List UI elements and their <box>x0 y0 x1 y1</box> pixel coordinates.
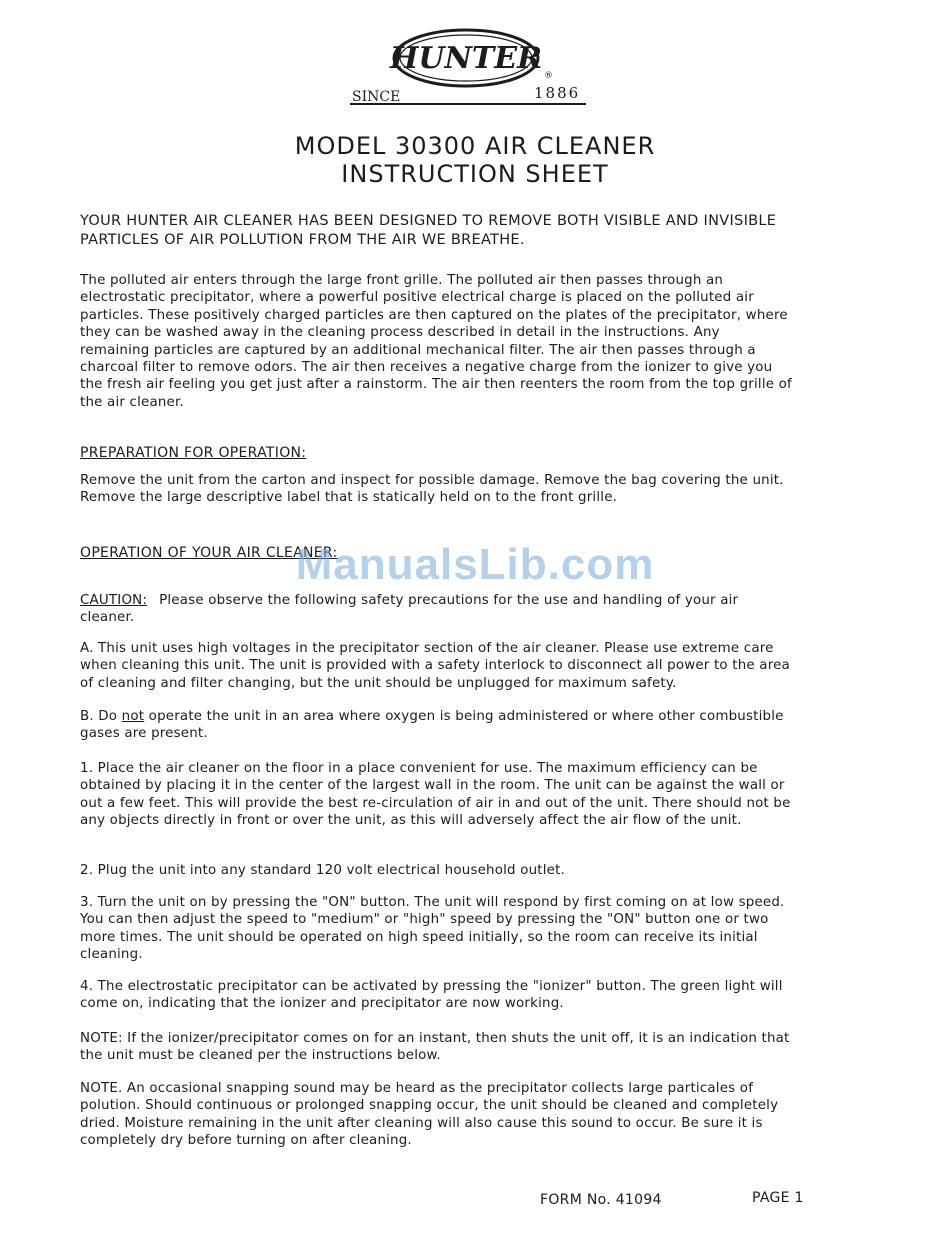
description-paragraph: The polluted air enters through the large front grille. The polluted air then passes through an electrostatic precipitator, where a powerful positive electrical charge is placed on the polluted air particles. These positively charged particles are then captured on the plates of the precipitator, where they can be washed away in the cleaning process described in detail in the instructions. Any remaining particles are captured by an additional mechanical filter. The air then passes through a charcoal filter to remove odors. The air then receives a negative charge from the ionizer to give you the fresh air feeling you get just after a rainstorm. The air then reenters the room from the top grille of the air cleaner. <box>80 273 792 410</box>
form-number: FORM No. 41094 <box>540 1192 662 1208</box>
note-1: NOTE: If the ionizer/precipitator comes on for an instant, then shuts the unit off, it is an indication that the unit must be cleaned per the instructions below. <box>80 1031 790 1064</box>
hunter-logo <box>346 22 592 108</box>
note-2: NOTE. An occasional snapping sound may be heard as the precipitator collects large particales of polution. Should continuous or prolonged snapping occur, the unit should be cleaned and completely dried. Moisture remaining in the unit after cleaning will also cause this sound to occur. Be sure it is completely dry before turning on after cleaning. <box>80 1081 779 1149</box>
manualslib-watermark: ManualsLib.com <box>295 540 655 589</box>
precaution-b <box>80 708 792 743</box>
logo-brand-text: HUNTER <box>389 41 543 76</box>
page-number: PAGE 1 <box>752 1190 804 1206</box>
registered-mark: ® <box>544 71 553 81</box>
preparation-text: Remove the unit from the carton and inspect for possible damage. Remove the bag covering the unit. Remove the large descriptive label that is statically held on to the front grille. <box>80 473 784 506</box>
step-2: 2. Plug the unit into any standard 120 volt electrical household outlet. <box>80 863 566 878</box>
precaution-b-prefix: B. Do <box>80 709 118 724</box>
intro-paragraph: YOUR HUNTER AIR CLEANER HAS BEEN DESIGNED TO REMOVE BOTH VISIBLE AND INVISIBLE PARTICLES OF AIR POLLUTION FROM THE AIR WE BREATHE. <box>80 213 777 248</box>
precaution-b-not: not <box>121 709 145 724</box>
step-3: 3. Turn the unit on by pressing the "ON" button. The unit will respond by first coming on at low speed. You can then adjust the speed to "medium" or "high" speed by pressing the "ON" button one or two more times. The unit should be operated on high speed initially, so the room can receive its initial cleaning. <box>80 895 785 963</box>
hunter-logo-emblem-icon <box>346 22 592 108</box>
caution-text: Please observe the following safety precautions for the use and handling of your air cleaner. <box>80 593 739 626</box>
caution-paragraph <box>80 592 792 627</box>
caution-label: CAUTION: <box>80 593 148 608</box>
logo-since-label: SINCE <box>352 89 401 105</box>
preparation-heading: PREPARATION FOR OPERATION: <box>80 445 307 461</box>
precaution-a: A. This unit uses high voltages in the precipitator section of the air cleaner. Please use extreme care when cleaning this unit. The unit is provided with a safety interlock to disconnect all power to the area of cleaning and filter changing, but the unit should be unplugged for maximum safety. <box>80 641 790 691</box>
precaution-b-rest: operate the unit in an area where oxygen is being administered or where other combustible gases are present. <box>80 709 784 742</box>
step-1: 1. Place the air cleaner on the floor in a place convenient for use. The maximum efficiency can be obtained by placing it in the center of the largest wall in the room. The unit can be against the wall or out a few feet. This will provide the best re-circulation of air in and out of the unit. There should not be any objects directly in front or over the unit, as this will adversely affect the air flow of the unit. <box>80 761 791 829</box>
document-title-line1: MODEL 30300 AIR CLEANER <box>294 132 656 160</box>
logo-year: 1886 <box>534 84 581 102</box>
step-4: 4. The electrostatic precipitator can be activated by pressing the "ionizer" button. The green light will come on, indicating that the ionizer and precipitator are now working. <box>80 979 783 1012</box>
operation-heading: OPERATION OF YOUR AIR CLEANER: <box>80 545 338 561</box>
document-title-line2: INSTRUCTION SHEET <box>341 160 609 188</box>
